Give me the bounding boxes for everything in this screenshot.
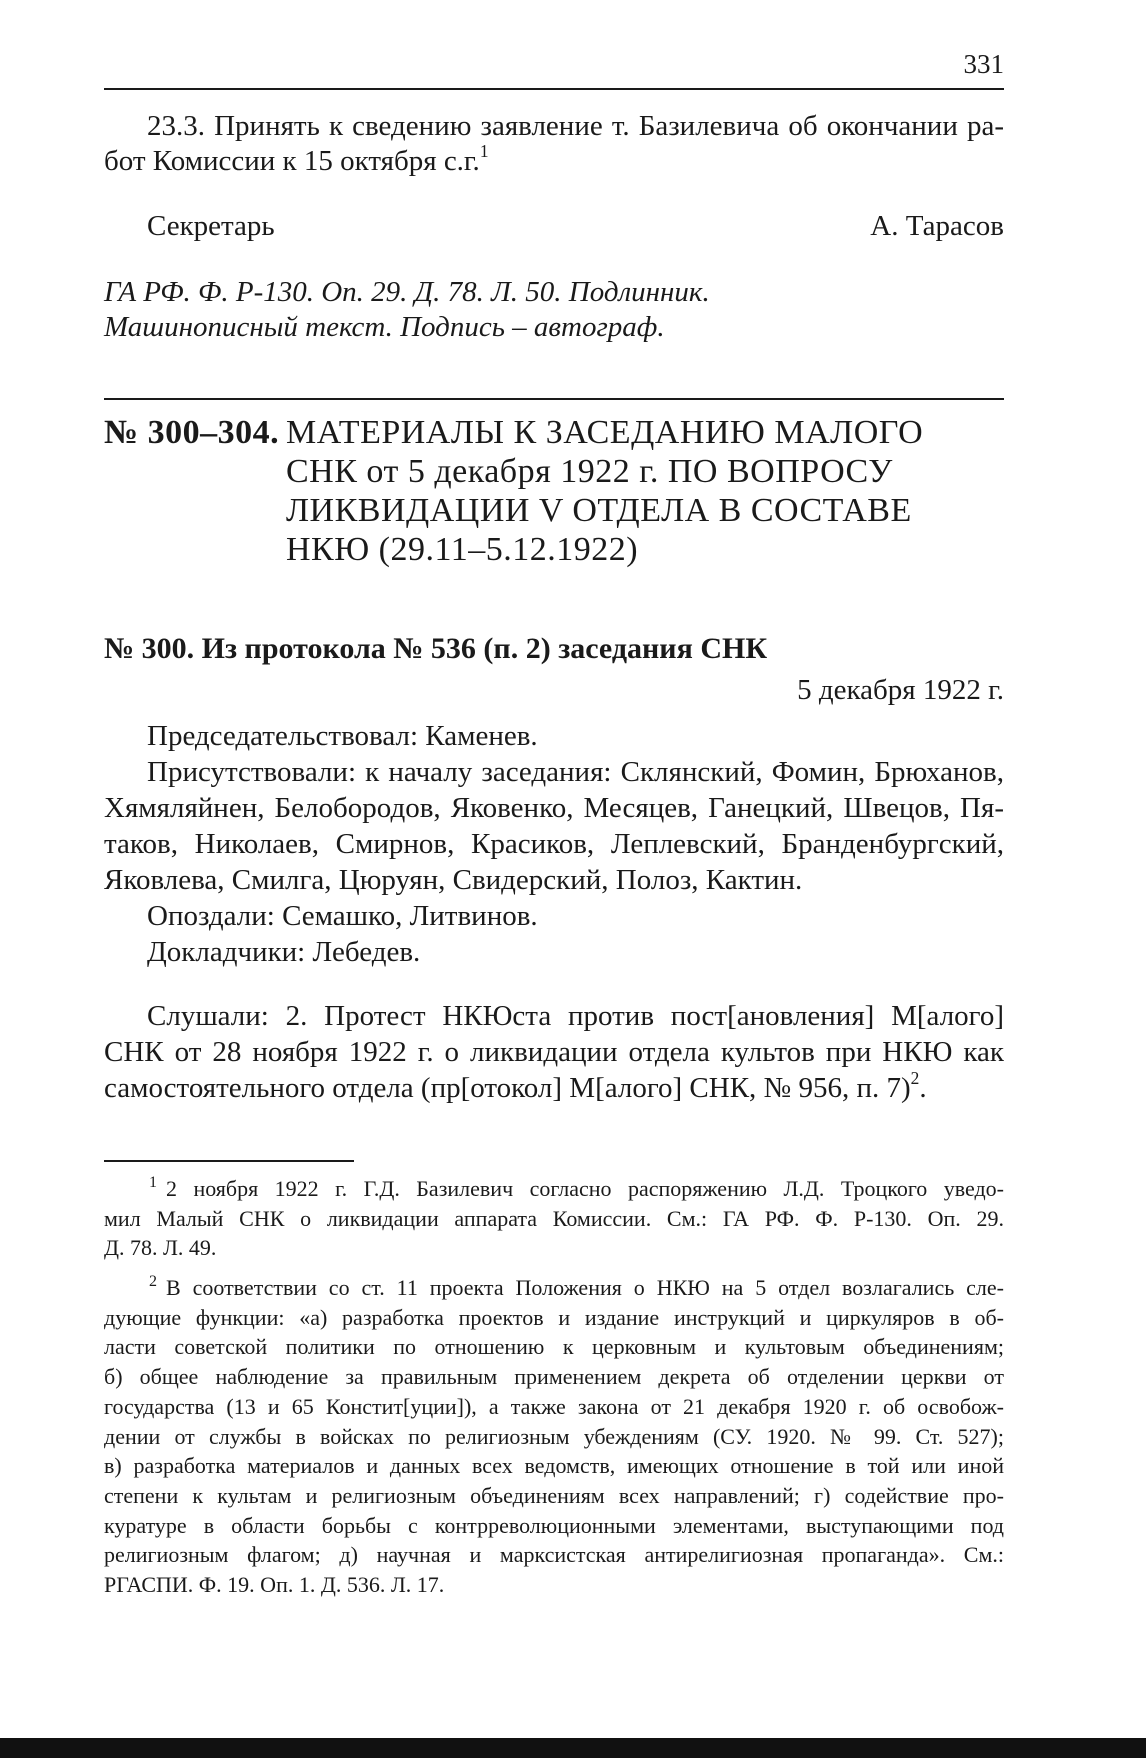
item-23-3-line2: бот Комиссии к 15 октября с.г.$^1$ [104, 140, 489, 177]
chair: Председательствовал: Каменев. [147, 720, 538, 752]
document-title: № 300. Из протокола № 536 (п. 2) заседания СНК [104, 632, 768, 665]
present-line-3: таков, Николаев, Смирнов, Красиков, Леплевский, Бранденбургский, [104, 828, 1004, 860]
item-23-3-line1: 23.3. Принять к сведению заявление т. Базилевича об окончании ра- [147, 110, 1004, 142]
section-title-line-1: МАТЕРИАЛЫ К ЗАСЕДАНИЮ МАЛОГО [286, 414, 924, 451]
footnote-1-line-1: 2 ноября 1922 г. Г.Д. Базилевич согласно распоряжению Л.Д. Троцкого уведо- [166, 1176, 1004, 1201]
archive-ref-line1: ГА РФ. Ф. Р-130. Оп. 29. Д. 78. Л. 50. Подлинник. [104, 276, 710, 308]
section-number: № 300–304. [104, 414, 280, 451]
section-title-line-3: ЛИКВИДАЦИИ V ОТДЕЛА В СОСТАВЕ [286, 492, 912, 529]
present-line-1: Присутствовали: к началу заседания: Склянский, Фомин, Брюханов, [147, 756, 1004, 788]
speakers: Докладчики: Лебедев. [147, 936, 421, 968]
scan-edge-bar [0, 1738, 1146, 1758]
document-date: 5 декабря 1922 г. [797, 674, 1004, 706]
footnote-ref-1: 1 [479, 140, 489, 161]
footnote-2-mark: 2 [149, 1273, 157, 1290]
header-rule [104, 88, 1004, 90]
footnote-2-line-5: государства (13 и 65 Констит[уции]), а также закона от 21 декабря 1920 г. об освобож- [104, 1393, 1004, 1419]
footnote-1-mark: 1 [149, 1174, 157, 1191]
footnote-2-line-11: РГАСПИ. Ф. 19. Оп. 1. Д. 536. Л. 17. [104, 1572, 445, 1597]
heard-line-1: Слушали: 2. Протест НКЮста против пост[ановления] М[алого] [147, 1000, 1004, 1032]
signature-name: А. Тарасов [870, 210, 1004, 242]
archive-ref-line2: Машинописный текст. Подпись – автограф. [104, 311, 665, 343]
present-line-4: Яковлева, Смилга, Цюруян, Свидерский, Полоз, Кактин. [104, 864, 803, 896]
footnote-2-line-10: религиозным флагом; д) научная и марксистская антирелигиозная пропаганда». См.: [104, 1542, 1004, 1568]
signature-role: Секретарь [147, 210, 275, 242]
footnote-2-line-3: ласти советской политики по отношению к церковным и культовым объединениям; [104, 1334, 1004, 1360]
footnote-1-line-2: мил Малый СНК о ликвидации аппарата Комиссии. См.: ГА РФ. Ф. Р-130. Оп. 29. [104, 1205, 1004, 1231]
footnote-separator [104, 1160, 354, 1162]
footnote-2-line-4: б) общее наблюдение за правильным применением декрета об отделении церкви от [104, 1364, 1004, 1390]
footnote-2-line-8: степени к культам и религиозным объединениям всех направлений; г) содействие про- [104, 1482, 1004, 1508]
late-arrivals: Опоздали: Семашко, Литвинов. [147, 900, 538, 932]
section-title-line-2: СНК от 5 декабря 1922 г. ПО ВОПРОСУ [286, 453, 893, 490]
section-title-line-4: НКЮ (29.11–5.12.1922) [286, 531, 639, 568]
footnote-2-line-6: дении от службы в войсках по религиозным убеждениям (СУ. 1920. № 99. Ст. 527); [104, 1423, 1004, 1449]
footnote-ref-2: 2 [910, 1067, 920, 1088]
page-number: 331 [963, 49, 1004, 79]
heard-line-2: СНК от 28 ноября 1922 г. о ликвидации отдела культов при НКЮ как [104, 1036, 1004, 1068]
present-line-2: Хямяляйнен, Белобородов, Яковенко, Месяцев, Ганецкий, Швецов, Пя- [104, 792, 1004, 824]
section-rule [104, 398, 1004, 400]
footnote-1-line-3: Д. 78. Л. 49. [104, 1235, 217, 1261]
footnote-2-line-9: куратуре в области борьбы с контрреволюционными элементами, выступающими под [104, 1512, 1004, 1538]
footnote-2-line-1: В соответствии со ст. 11 проекта Положения о НКЮ на 5 отдел возлагались сле- [166, 1275, 1004, 1300]
footnote-2-line-2: дующие функции: «а) разработка проектов и издание инструкций и циркуляров в об- [104, 1304, 1004, 1330]
heard-line-3: самостоятельного отдела (пр[отокол] М[алого] СНК, № 956, п. 7)$^2$. [104, 1067, 927, 1104]
footnote-2-line-7: в) разработка материалов и данных всех ведомств, имеющих отношение в той или иной [104, 1453, 1004, 1479]
